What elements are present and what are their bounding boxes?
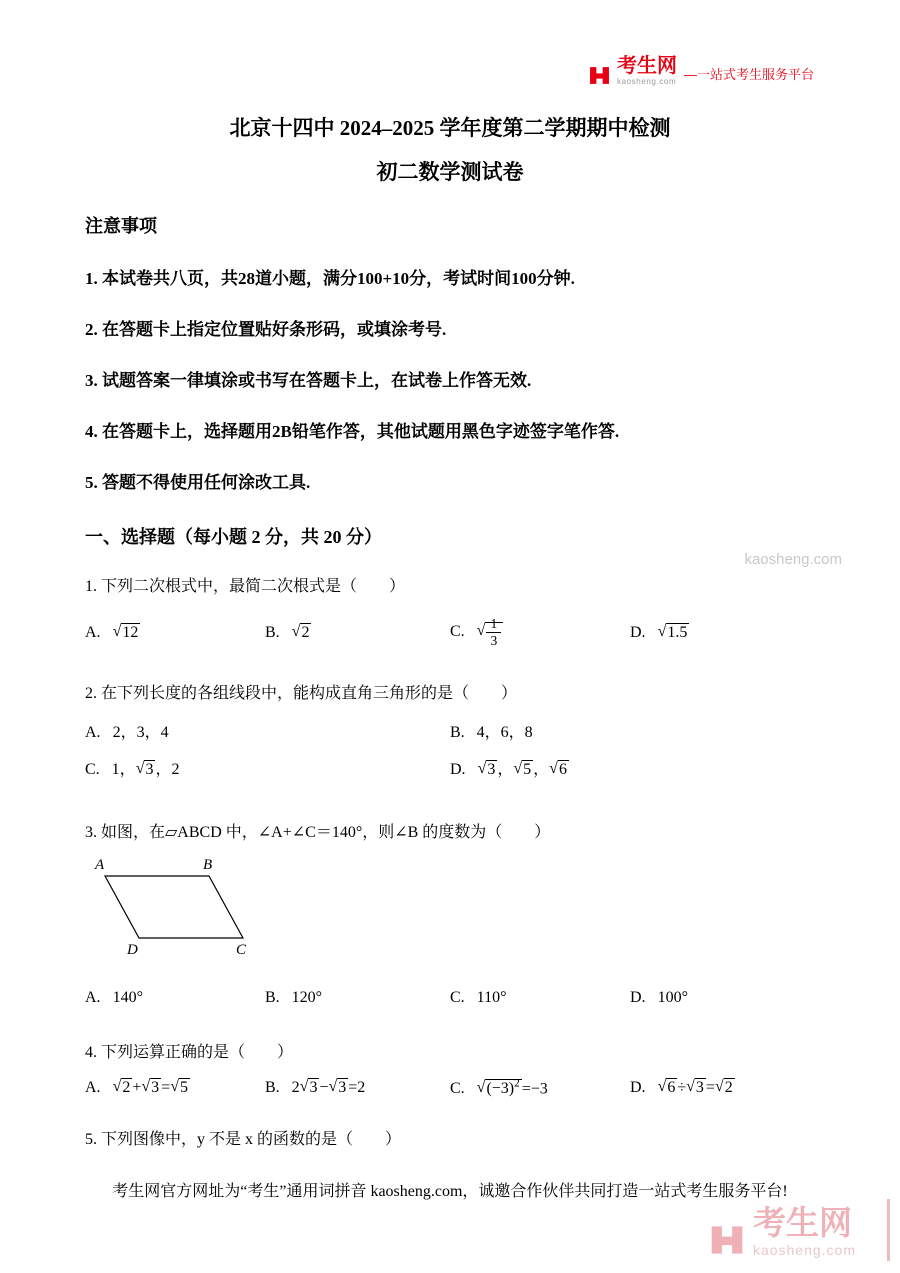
vertex-label-c: C	[236, 941, 247, 958]
notice-item-5: 5. 答题不得使用任何涂改工具.	[85, 473, 311, 492]
question-4-stem: 4. 下列运算正确的是（ ）	[85, 1043, 294, 1061]
exam-body	[0, 212, 900, 1149]
question-4-options	[85, 1078, 815, 1098]
question-2-options-row-2	[85, 756, 815, 779]
q3-option-a: A. 140°	[85, 988, 143, 1006]
vertex-label-d: D	[127, 941, 138, 958]
q3-option-b: B. 120°	[265, 988, 323, 1006]
q1-option-c: C. √ $\frac{1}{3}$	[450, 616, 630, 650]
exam-subtitle: 初二数学测试卷	[376, 160, 524, 184]
watermark-domain-text: kaosheng.com	[752, 1242, 856, 1258]
exam-title: 北京十四中 2024–2025 学年度第二学期期中检测	[229, 116, 671, 140]
q4-option-b: B. 2√3 −√3 =2	[265, 1077, 366, 1096]
notice-heading: 注意事项	[85, 216, 157, 236]
q4-option-d: D. √6 ÷√3 =√2	[630, 1077, 733, 1096]
question-1-options	[85, 616, 815, 650]
site-logo	[589, 56, 814, 86]
logo-domain: kaosheng.com	[616, 77, 677, 86]
q2-option-b: B. 4，6，8	[450, 723, 533, 741]
watermark-brand: 考生网	[752, 1204, 852, 1241]
question-1-stem: 1. 下列二次根式中，最简二次根式是（ ）	[85, 578, 406, 595]
q3-option-c: C. 110°	[450, 988, 507, 1006]
notice-item-2: 2. 在答题卡上指定位置贴好条形码，或填涂考号.	[85, 320, 447, 339]
q1-option-a: A. √12	[85, 622, 139, 641]
question-3-options	[85, 989, 815, 1007]
kaosheng-logo-icon	[589, 65, 610, 86]
question-2-options-row-1	[85, 719, 815, 742]
q2-option-d: D. √3 ，√5 ，√6	[450, 759, 567, 778]
notice-item-3: 3. 试题答案一律填涂或书写在答题卡上，在试卷上作答无效.	[85, 371, 532, 390]
question-2-stem: 2. 在下列长度的各组线段中，能构成直角三角形的是（ ）	[85, 684, 518, 702]
vertex-label-b: B	[203, 856, 213, 873]
logo-text-block	[617, 56, 677, 86]
q4-option-c: C. $√(-3)^2 =-3$	[450, 1077, 548, 1097]
question-3-stem: 3. 如图，在▱ABCD 中，∠A+∠C＝140°，则∠B 的度数为（ ）	[85, 823, 551, 841]
q2-option-c: C. 1，√3 ，2	[85, 759, 180, 778]
vertex-label-a: A	[95, 856, 105, 873]
notice-item-1: 1. 本试卷共八页，共28道小题，满分100+10分，考试时间100分钟.	[85, 269, 575, 288]
parallelogram-figure	[91, 854, 266, 959]
notice-item-4: 4. 在答题卡上，选择题用2B铅笔作答，其他试题用黑色字迹签字笔作答.	[85, 422, 620, 441]
section-1-heading: 一、选择题（每小题 2 分，共 20 分）	[85, 527, 382, 547]
q1-option-d: D. √1.5	[630, 622, 688, 641]
q3-option-d: D. 100°	[630, 988, 688, 1006]
logo-brand: 考生网	[616, 55, 677, 77]
watermark-rule	[887, 1199, 890, 1261]
q1-option-b: B. √2	[265, 622, 310, 641]
question-5-stem: 5. 下列图像中，y 不是 x 的函数的是（ ）	[85, 1130, 402, 1148]
logo-tagline: —一站式考生服务平台	[683, 67, 814, 82]
q2-option-a: A. 2，3，4	[85, 723, 169, 741]
watermark-text-block	[753, 1206, 856, 1257]
q4-option-a: A. √2 +√3 =√5	[85, 1077, 188, 1096]
watermark-logo-icon	[710, 1223, 744, 1257]
watermark-domain-side: kaosheng.com	[744, 551, 842, 568]
page-footer: 考生网官方网址为“考生”通用词拼音 kaosheng.com，诚邀合作伙伴共同打造一站式考生服务平台!	[112, 1183, 788, 1200]
watermark-logo	[710, 1206, 856, 1257]
